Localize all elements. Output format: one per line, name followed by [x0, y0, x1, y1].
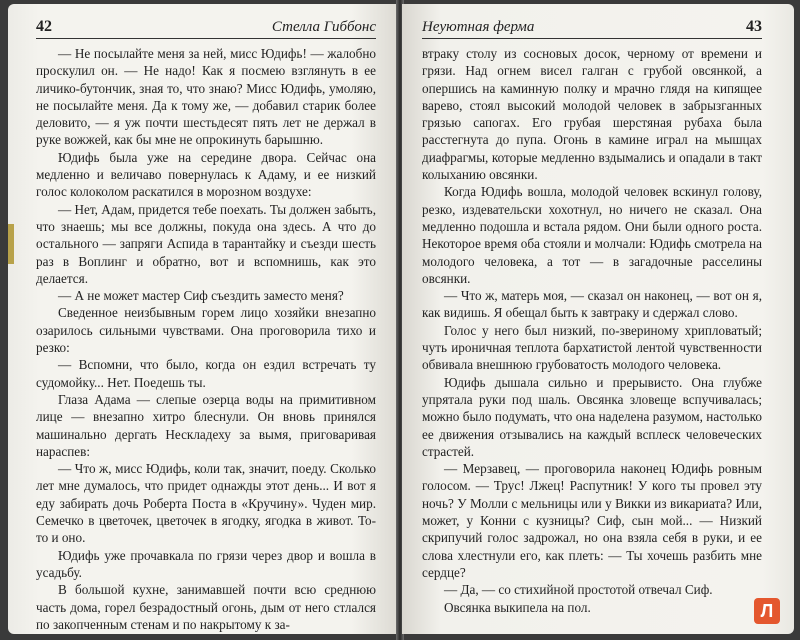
paragraph: — Не посылайте меня за ней, мисс Юдифь! — жалобно проскулил он. — Не надо! Как я посмею взглянуть в ее личико-бутончик, зная то, что знаю? Мисс Юдифь, умоляю, не посылайте меня. Да к тому же, — добавил старик более деловито, — я уж почти шестьдесят пять лет не держал в руке вожжей, как бы мне не опрокинуть барышню.: [36, 46, 376, 148]
paragraph: — Да, — со стихийной простотой отвечал Сиф.: [444, 582, 713, 598]
paragraph: Юдифь была уже на середине двора. Сейчас она медленно и величаво повернулась к Адаму, и ее низкий голос колоколом раскатился в морозном воздухе:: [36, 149, 376, 200]
paragraph: — Что ж, мисс Юдифь, коли так, значит, поеду. Сколько лет мне думалось, что придет однажды этот день... И вот я еду забирать дочь Роберта Поста в «Кручину». Чуден мир. Семечко в цветочек, цветочек в ягодку, ягодка в живот. То-то и оно.: [36, 461, 376, 546]
publisher-logo: Л: [754, 598, 780, 624]
paragraph: — Что ж, матерь моя, — сказал он наконец, — вот он я, как видишь. Я обещал быть к завтраку и сдержал слово.: [422, 288, 762, 321]
paragraph: Голос у него был низкий, по-звериному хрипловатый; чуть ироничная теплота бархатистой лентой чувственности обвивала внешнюю грубоватость молодого человека.: [422, 322, 762, 373]
page-edge-tab: [8, 224, 14, 264]
paragraph: — А не может мастер Сиф съездить заместо меня?: [58, 288, 344, 304]
paragraph: Когда Юдифь вошла, молодой человек вскинул голову, резко, издевательски хохотнул, но ничего не сказал. Она медленно подошла и встала рядом. Они были одного роста. Некоторое время оба стояли и молчали: Юдифь смотрела на молодого человека, а тот — в загадочные расселины овсянки.: [422, 184, 762, 286]
paragraph: Сведенное неизбывным горем лицо хозяйки внезапно озарилось сильными чувствами. Она проговорила тихо и резко:: [36, 305, 376, 356]
paragraph: втраку столу из сосновых досок, черному от времени и грязи. Над огнем висел галган с грубой овсянкой, а опершись на каминную полку и мрачно глядя на кипящее варево, стоял высокий молодой человек в забрызганных грязью сапогах. Его грубая шерстяная рубаха была расстегнута до пупа. Огонь в камине играл на мышцах диафрагмы, которые медленно вздымались и опадали в такт колыханию овсянки.: [422, 46, 762, 183]
paragraph: — Вспомни, что было, когда он ездил встречать ту судомойку... Нет. Поедешь ты.: [36, 357, 376, 390]
right-page: [402, 4, 794, 634]
paragraph: Юдифь дышала сильно и прерывисто. Она глубже упрятала руки под шаль. Овсянка зловеще вспучивалась; можно было подумать, что она наделена разумом, настолько ее движения отзывались на каждый всплеск человеческих страстей.: [422, 374, 762, 459]
page-number-right: 43: [746, 18, 762, 35]
author-header: Стелла Гиббонс: [271, 19, 376, 35]
left-page: [8, 4, 398, 634]
left-page-text: [36, 45, 376, 633]
book-title-header: Неуютная ферма: [422, 19, 535, 35]
paragraph: Овсянка выкипела на пол.: [444, 599, 591, 615]
paragraph: В большой кухне, занимавшей почти всю среднюю часть дома, горел безрадостный огонь, дым от него стлался по закопченным стенам и по накрытому к за-: [36, 582, 376, 632]
paragraph: Юдифь уже прочавкала по грязи через двор и вошла в усадьбу.: [36, 547, 376, 580]
right-page-text: [422, 45, 762, 616]
page-number-left: 42: [36, 18, 52, 35]
running-head-left: [36, 18, 376, 39]
running-head-right: [422, 18, 762, 39]
paragraph: — Мерзавец, — проговорила наконец Юдифь ровным голосом. — Трус! Лжец! Распутник! У кого ты провел эту ночь? У Молли с мельницы или у Викки из викариата? Или, может, у Конни с кузницы? Сиф, сын мой... — Низкий скрипучий голос задрожал, но она взяла себя в руки, и ее слова хлестнули его, как плеть: — Ты хочешь разбить мне сердце?: [422, 461, 762, 580]
paragraph: — Нет, Адам, придется тебе поехать. Ты должен забыть, что знаешь; мы все должны, покуда она здесь. А что до остального — запряги Аспида в тарантайку и съезди шесть раз в Воплинг и обратно, вот и вспомнишь, как это делается.: [36, 201, 376, 286]
paragraph: Глаза Адама — слепые озерца воды на примитивном лице — внезапно хитро блеснули. Он вновь принялся машинально дергать Нескладеху за вымя, приговаривая нараспев:: [36, 391, 376, 459]
